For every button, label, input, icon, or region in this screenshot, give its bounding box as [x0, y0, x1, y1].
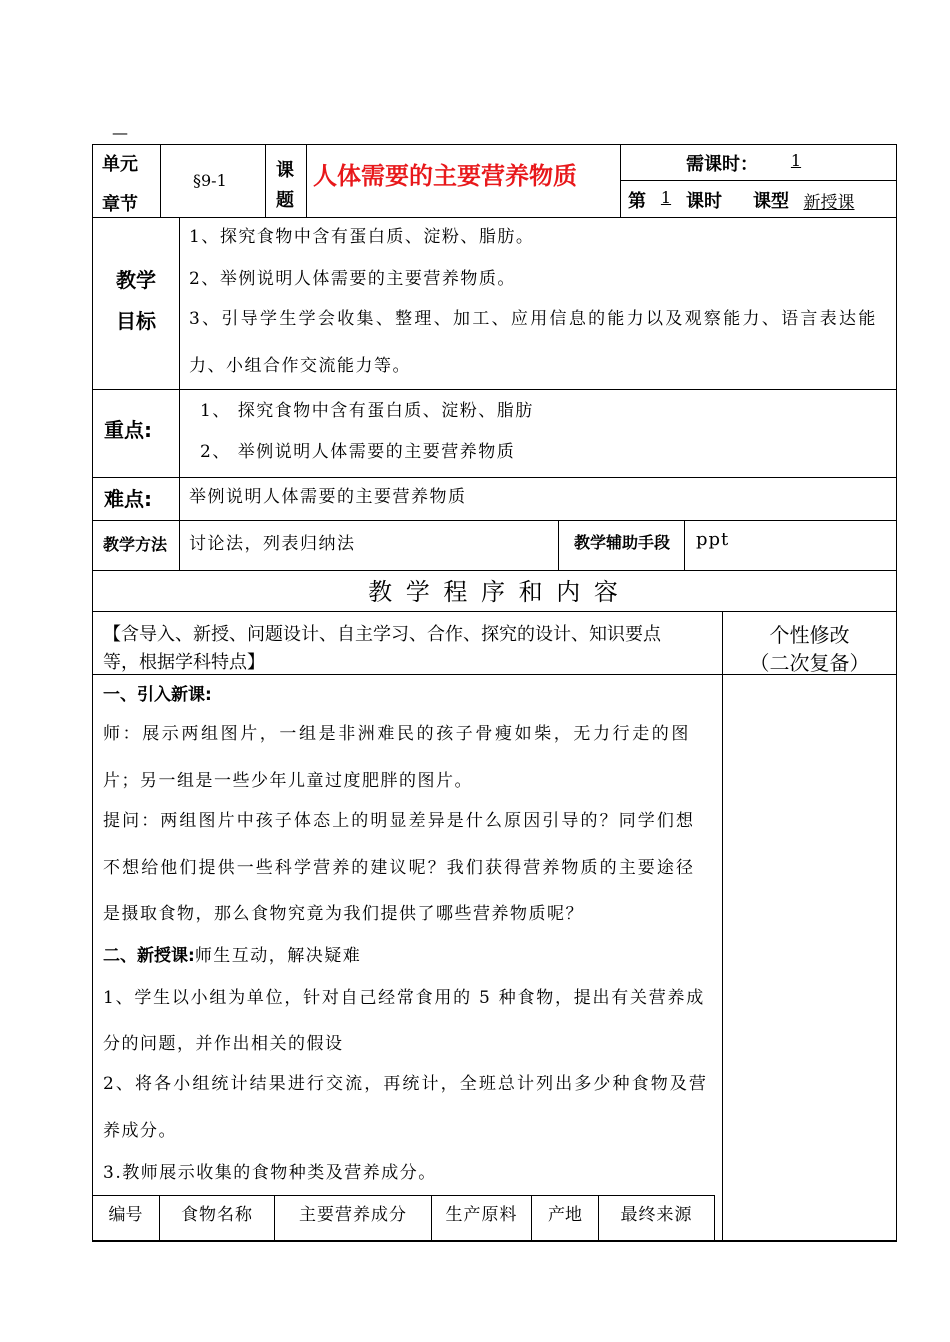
chapter-label: 章节	[102, 194, 138, 215]
question-line: 不想给他们提供一些科学营养的建议呢？我们获得营养物质的主要途径	[103, 858, 696, 878]
step1-line: 1、学生以小组为单位，针对自己经常食用的 5 种食物，提出有关营养成	[103, 988, 705, 1008]
objectives-label-1: 教学	[116, 268, 156, 292]
step2-line: 养成分。	[103, 1121, 177, 1141]
food-table-header-materials: 生产原料	[445, 1205, 518, 1225]
header-mark: —	[112, 123, 128, 142]
objectives-label-2: 目标	[116, 309, 156, 333]
objective-line: 力、小组合作交流能力等。	[189, 356, 411, 376]
key-point-line: 2、 举例说明人体需要的主要营养物质	[200, 442, 516, 462]
difficulty-label: 难点:	[104, 487, 152, 511]
hours-label: 需课时：	[686, 154, 758, 175]
intro-heading: 一、引入新课:	[103, 685, 212, 705]
revision-label: 个性修改	[769, 623, 850, 647]
step1-line: 分的问题，并作出相关的假设	[103, 1034, 344, 1054]
step2-line: 2、将各小组统计结果进行交流，再统计，全班总计列出多少种食物及营	[103, 1074, 709, 1094]
food-table-header-nutrients: 主要营养成分	[299, 1205, 407, 1225]
lesson-suffix: 课时	[686, 191, 722, 212]
methods-value: 讨论法，列表归纳法	[189, 534, 356, 554]
key-point-line: 1、 探究食物中含有蛋白质、淀粉、脂肪	[200, 401, 534, 421]
topic-label-1: 课	[276, 160, 294, 181]
type-label: 课型	[753, 191, 789, 212]
lesson-topic-title: 人体需要的主要营养物质	[313, 162, 577, 190]
question-line: 提问：两组图片中孩子体态上的明显差异是什么原因引导的？同学们想	[103, 811, 696, 831]
methods-label: 教学方法	[103, 535, 168, 554]
aid-label: 教学辅助手段	[574, 533, 671, 552]
key-points-label: 重点:	[104, 418, 152, 442]
type-value: 新授课	[803, 193, 855, 213]
step3-line: 3.教师展示收集的食物种类及营养成分。	[103, 1163, 437, 1183]
unit-label: 单元	[102, 154, 138, 175]
objective-line: 1、探究食物中含有蛋白质、淀粉、脂肪。	[189, 227, 535, 247]
hours-value: 1	[790, 151, 802, 170]
food-table-header-source: 最终来源	[620, 1205, 693, 1225]
question-line: 是摄取食物，那么食物究竟为我们提供了哪些营养物质呢？	[103, 904, 584, 924]
food-table-header-number: 编号	[108, 1205, 143, 1225]
revision-sub-label: （二次复备）	[749, 651, 870, 675]
content-header-line2: 等，根据学科特点】	[103, 652, 265, 673]
program-title: 教 学 程 序 和 内 容	[368, 578, 621, 606]
new-lesson-heading: 二、新授课:	[103, 946, 195, 966]
unit-value: §9-1	[193, 171, 227, 190]
lesson-prefix: 第	[628, 191, 646, 212]
difficulty-text: 举例说明人体需要的主要营养物质	[189, 487, 467, 507]
objective-line: 3、引导学生学会收集、整理、加工、应用信息的能力以及观察能力、语言表达能	[189, 309, 878, 329]
teacher-line: 师：展示两组图片，一组是非洲难民的孩子骨瘦如柴，无力行走的图	[103, 724, 691, 744]
content-header-line1: 【含导入、新授、问题设计、自主学习、合作、探究的设计、知识要点	[103, 624, 661, 645]
teacher-line: 片；另一组是一些少年儿童过度肥胖的图片。	[103, 771, 473, 791]
lesson-number: 1	[660, 188, 672, 207]
new-lesson-heading-rest: 师生互动，解决疑难	[194, 946, 362, 966]
topic-label-2: 题	[276, 190, 294, 211]
aid-value: ppt	[696, 529, 730, 550]
food-table-header-origin: 产地	[548, 1205, 582, 1225]
food-table-header-food: 食物名称	[181, 1205, 253, 1225]
objective-line: 2、举例说明人体需要的主要营养物质。	[189, 269, 516, 289]
